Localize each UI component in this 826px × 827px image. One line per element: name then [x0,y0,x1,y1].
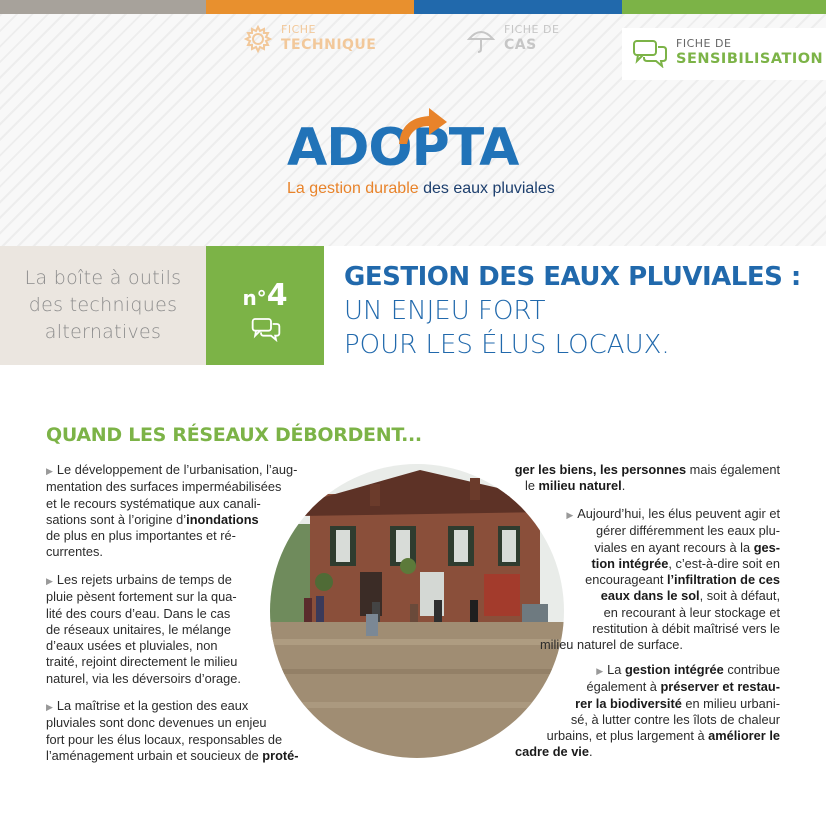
text-line: La [607,662,625,677]
text-line: Aujourd’hui, les élus peuvent agir et [577,506,780,521]
text-line: fort pour les élus locaux, responsables de [46,731,283,747]
text-line: urbains, et plus largement à [546,728,709,744]
text-line: sations sont à l’origine d’ [46,511,187,527]
tab-fiche-sensibilisation[interactable] [622,28,826,80]
text-line: sé, à lutter contre les îlots de chaleur [570,711,780,727]
text-line: le [525,478,539,494]
series-line: des techniques [28,294,178,316]
series-line: alternatives [44,321,162,343]
emphasis: l’infiltration de ces [666,572,780,588]
logo-tagline [287,180,555,198]
issue-number-digit: 4 [266,278,288,313]
tab-fiche-cas[interactable] [466,24,559,54]
text-line: traité, rejoint directement le milieu [46,654,238,670]
tab-sensibilisation-small: FICHE DE [676,37,732,50]
top-strip-blue [414,0,622,14]
issue-number [206,278,324,313]
text-line: lité des cours d’eau. Dans le cas [46,605,231,621]
tab-cas-label: CAS [504,36,537,53]
series-line: La boîte à outils [24,267,182,289]
text-line: milieu naturel de surface. [540,637,683,653]
chat-bubbles-icon [632,38,668,68]
text-line: l’aménagement urbain et soucieux de [46,747,263,763]
logo-tagline-blue: des eaux pluviales [418,180,555,197]
emphasis: cadre de vie [515,744,589,760]
title-line-1: GESTION DES EAUX PLUVIALES : [344,262,801,292]
tab-cas-small: FICHE DE [504,23,560,36]
text-line: et le recours systématique aux canali- [46,495,261,511]
page-title [344,260,801,362]
left-paragraph-2 [46,572,276,687]
bullet-triangle-icon: ▶ [596,666,604,676]
text-line: currentes. [46,544,103,560]
text-line: contribue [723,662,780,677]
right-paragraph-1 [505,462,780,495]
tab-sensibilisation-label: SENSIBILISATION [676,50,824,67]
text-line: également à [586,679,661,695]
adopta-logo [287,108,555,208]
text-line: . [621,478,626,494]
text-line: pluviales sont donc devenues un enjeu [46,715,267,731]
text-line: , soit à défaut, [699,588,780,604]
text-line: , c’est-à-dire soit en [668,555,780,571]
text-line: restitution à débit maîtrisé vers le [592,621,780,637]
text-line: en recourant à leur stockage et [603,604,780,620]
bullet-triangle-icon: ▶ [46,576,53,586]
section-heading: QUAND LES RÉSEAUX DÉBORDENT... [46,424,422,446]
left-paragraph-1 [46,462,298,561]
emphasis: inondations [186,511,259,527]
tab-technique-small: FICHE [281,23,316,36]
top-strip-orange [206,0,414,14]
left-paragraph-3 [46,698,316,764]
emphasis: eaux dans le sol [600,588,700,604]
emphasis: rer la biodiversité [575,695,682,711]
text-line: naturel, via les déversoirs d’orage. [46,670,241,686]
gear-icon [243,24,273,54]
right-paragraph-2 [540,506,780,654]
emphasis: gestion intégrée [624,662,724,677]
emphasis: ges- [753,539,780,555]
top-strip-grey [0,0,206,14]
emphasis: tion intégrée [591,555,669,571]
issue-number-prefix: n° [242,286,267,310]
tab-fiche-technique[interactable] [243,24,376,54]
emphasis: améliorer le [708,728,780,744]
text-line: en milieu urbani- [681,695,780,711]
right-paragraph-3 [515,662,780,761]
issue-number-box [206,246,324,365]
chat-bubbles-icon [251,316,281,342]
tab-technique-label: TECHNIQUE [281,36,377,53]
logo-arrow-icon [393,104,457,148]
logo-word: ADOPTA [287,118,519,178]
text-line: pluie pèsent fortement sur la qua- [46,589,237,605]
text-line: d’eaux usées et pluviales, non [46,638,218,654]
bullet-triangle-icon: ▶ [46,466,53,476]
emphasis: milieu naturel [538,478,622,494]
text-line: de réseaux unitaires, le mélange [46,621,231,637]
text-line: Les rejets urbains de temps de [56,572,232,587]
bullet-triangle-icon: ▶ [46,702,53,712]
text-line: . [588,744,593,760]
bullet-triangle-icon: ▶ [566,510,574,520]
text-line: Le développement de l’urbanisation, l’aug- [56,462,298,477]
text-line: La maîtrise et la gestion des eaux [56,698,249,713]
text-line: viales en ayant recours à la [594,539,754,555]
text-line: gérer différemment les eaux plu- [596,523,780,539]
text-line: mais également [686,462,780,477]
series-box [0,246,206,365]
title-line-3: POUR LES ÉLUS LOCAUX. [344,330,670,360]
umbrella-icon [466,24,496,54]
text-line: de plus en plus importantes et ré- [46,528,236,544]
logo-tagline-orange: La gestion durable [287,180,419,197]
text-line: encourageant [585,572,667,588]
text-line: mentation des surfaces imperméabilisées [46,479,282,495]
title-line-2: UN ENJEU FORT [344,296,546,326]
emphasis: proté- [262,747,299,763]
emphasis: préserver et restau- [660,679,780,695]
emphasis: ger les biens, les personnes [514,462,687,477]
